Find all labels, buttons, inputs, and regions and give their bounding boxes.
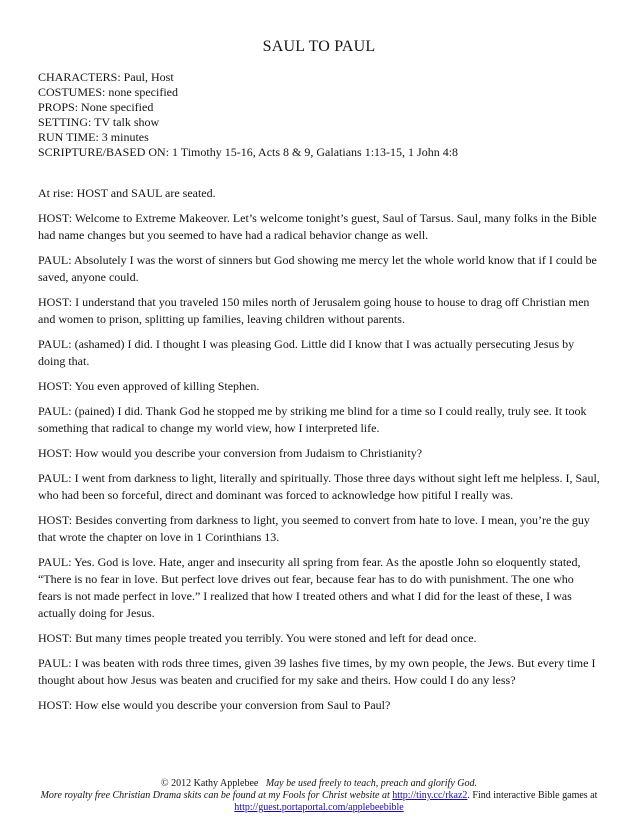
dialogue-line: HOST: But many times people treated you terribly. You were stoned and left for dead once. (38, 631, 477, 645)
script-body (38, 185, 600, 722)
fools-for-christ-link[interactable]: http://tiny.cc/rkaz2 (392, 790, 468, 801)
setting-line: SETTING: TV talk show (38, 115, 160, 129)
scripture-line: SCRIPTURE/BASED ON: 1 Timothy 15-16, Acts 8 & 9, Galatians 1:13-15, 1 John 4:8 (38, 145, 459, 159)
characters-line: CHARACTERS: Paul, Host (38, 70, 174, 84)
run-time-line: RUN TIME: 3 minutes (38, 130, 149, 144)
copyright-text: © 2012 Kathy Applebee (161, 778, 259, 789)
dialogue-line: HOST: How else would you describe your conversion from Saul to Paul? (38, 698, 391, 712)
page-title: SAUL TO PAUL (262, 38, 376, 55)
script-metadata (38, 70, 608, 160)
dialogue-line: HOST: Besides converting from darkness to light, you seemed to convert from hate to love. I mean, you’re the guy that wrote the chapter on love in 1 Corinthians 13. (38, 513, 590, 544)
stage-direction: At rise: HOST and SAUL are seated. (38, 186, 216, 200)
dialogue-line: PAUL: I went from darkness to light, literally and spiritually. Those three days without sight left me helpless. I, Saul, who had been so forceful, direct and dominant was forced to acknowledge how pitiful I really was. (38, 471, 600, 502)
dialogue-line: PAUL: I was beaten with rods three times, given 39 lashes five times, by my own people, the Jews. But every time I thought about how Jesus was beaten and crucified for my sake and theirs. How could I do any less? (38, 656, 596, 687)
dialogue-line: HOST: I understand that you traveled 150 miles north of Jerusalem going house to house to drag off Christian men and women to prison, splitting up families, leaving children without parents. (38, 295, 590, 326)
dialogue-line: HOST: How would you describe your conversion from Judaism to Christianity? (38, 446, 423, 460)
more-skits-text: More royalty free Christian Drama skits can be found at my Fools for Christ website at (40, 790, 390, 801)
costumes-line: COSTUMES: none specified (38, 85, 178, 99)
dialogue-line: PAUL: (pained) I did. Thank God he stopped me by striking me blind for a time so I could really, truly see. It took something that radical to change my world view, how I interpreted life. (38, 404, 587, 435)
dialogue-line: PAUL: Yes. God is love. Hate, anger and insecurity all spring from fear. As the apostle John so eloquently stated, “There is no fear in love. But perfect love drives out fear, because fear has to do with punishment. The one who fears is not made perfect in love.” I realized that how I treated others and what I did for the least of these, I was actually doing for Jesus. (38, 555, 581, 620)
find-games-text: . Find interactive Bible games at (467, 790, 598, 801)
dialogue-line: HOST: You even approved of killing Stephen. (38, 379, 260, 393)
license-text: May be used freely to teach, preach and glorify God. (265, 778, 477, 789)
bible-games-link[interactable]: http://guest.portaportal.com/applebeebible (234, 802, 404, 813)
dialogue-line: PAUL: Absolutely I was the worst of sinners but God showing me mercy let the whole world know that if I could be saved, anyone could. (38, 253, 597, 284)
page-footer (0, 778, 638, 814)
footer-copyright-line (0, 778, 638, 790)
dialogue-line: HOST: Welcome to Extreme Makeover. Let’s welcome tonight’s guest, Saul of Tarsus. Saul, many folks in the Bible had name changes but you seemed to have had a radical behavior change as well. (38, 211, 597, 242)
props-line: PROPS: None specified (38, 100, 154, 114)
dialogue-line: PAUL: (ashamed) I did. I thought I was pleasing God. Little did I know that I was actually persecuting Jesus by doing that. (38, 337, 575, 368)
